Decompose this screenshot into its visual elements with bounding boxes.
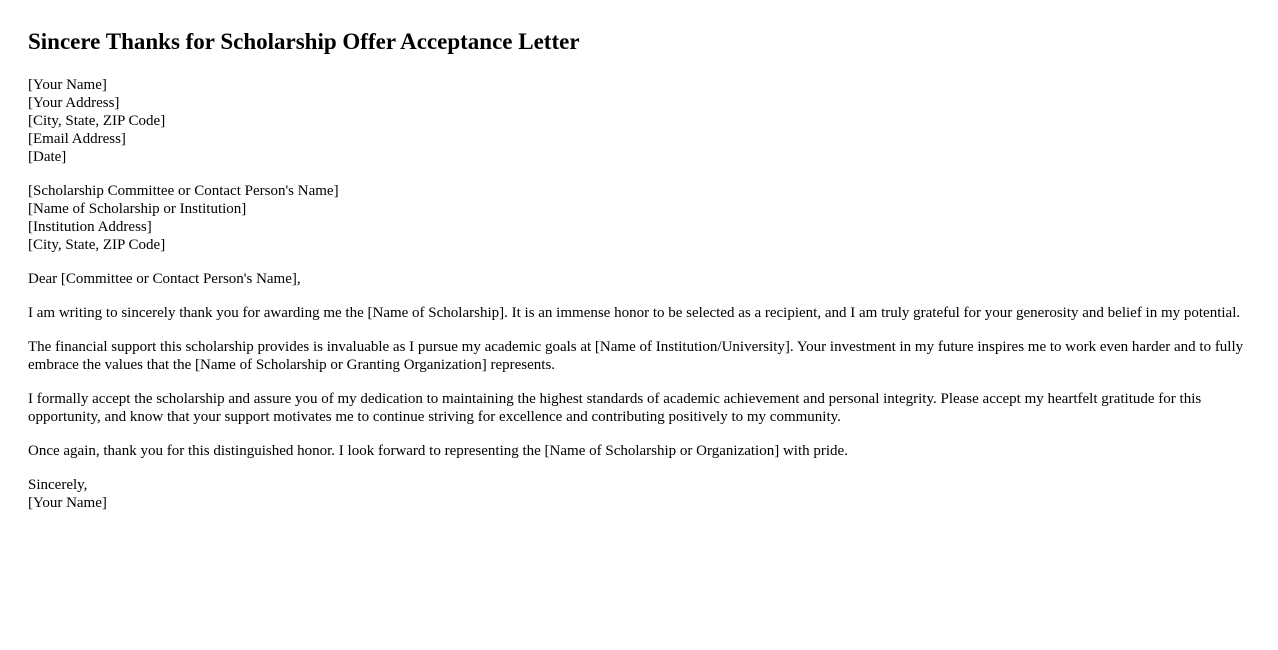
recipient-address: [Institution Address] bbox=[28, 219, 152, 235]
sender-name: [Your Name] bbox=[28, 77, 107, 93]
salutation: Dear [Committee or Contact Person's Name], bbox=[28, 271, 301, 287]
recipient-city-state-zip: [City, State, ZIP Code] bbox=[28, 237, 166, 253]
page-title: Sincere Thanks for Scholarship Offer Acceptance Letter bbox=[28, 29, 580, 54]
signature-name: [Your Name] bbox=[28, 495, 107, 511]
body-paragraph-1: I am writing to sincerely thank you for awarding me the [Name of Scholarship]. It is an immense honor to be selected as a recipient, and I am truly grateful for your generosity and belief in my potential. bbox=[28, 305, 1241, 321]
valediction: Sincerely, bbox=[28, 477, 88, 493]
body-paragraph-2: The financial support this scholarship provides is invaluable as I pursue my academic goals at [Name of Institution/University]. Your investment in my future inspires me to work even harder and to fully embrace the values that the [Name of Scholarship or Granting Organization] represents. bbox=[28, 339, 1244, 373]
letter-date: [Date] bbox=[28, 149, 67, 165]
sender-address-block bbox=[28, 76, 1250, 166]
closing-block bbox=[28, 476, 1250, 512]
recipient-institution-name: [Name of Scholarship or Institution] bbox=[28, 201, 247, 217]
recipient-contact: [Scholarship Committee or Contact Person's Name] bbox=[28, 183, 339, 199]
sender-city-state-zip: [City, State, ZIP Code] bbox=[28, 113, 166, 129]
body-paragraph-4: Once again, thank you for this distinguished honor. I look forward to representing the [Name of Scholarship or Organization] with pride. bbox=[28, 443, 848, 459]
sender-email: [Email Address] bbox=[28, 131, 126, 147]
sender-address: [Your Address] bbox=[28, 95, 120, 111]
recipient-address-block bbox=[28, 182, 1250, 254]
body-paragraph-3: I formally accept the scholarship and assure you of my dedication to maintaining the highest standards of academic achievement and personal integrity. Please accept my heartfelt gratitude for this opportunity, and know that your support motivates me to continue striving for excellence and contributing positively to my community. bbox=[28, 391, 1202, 425]
